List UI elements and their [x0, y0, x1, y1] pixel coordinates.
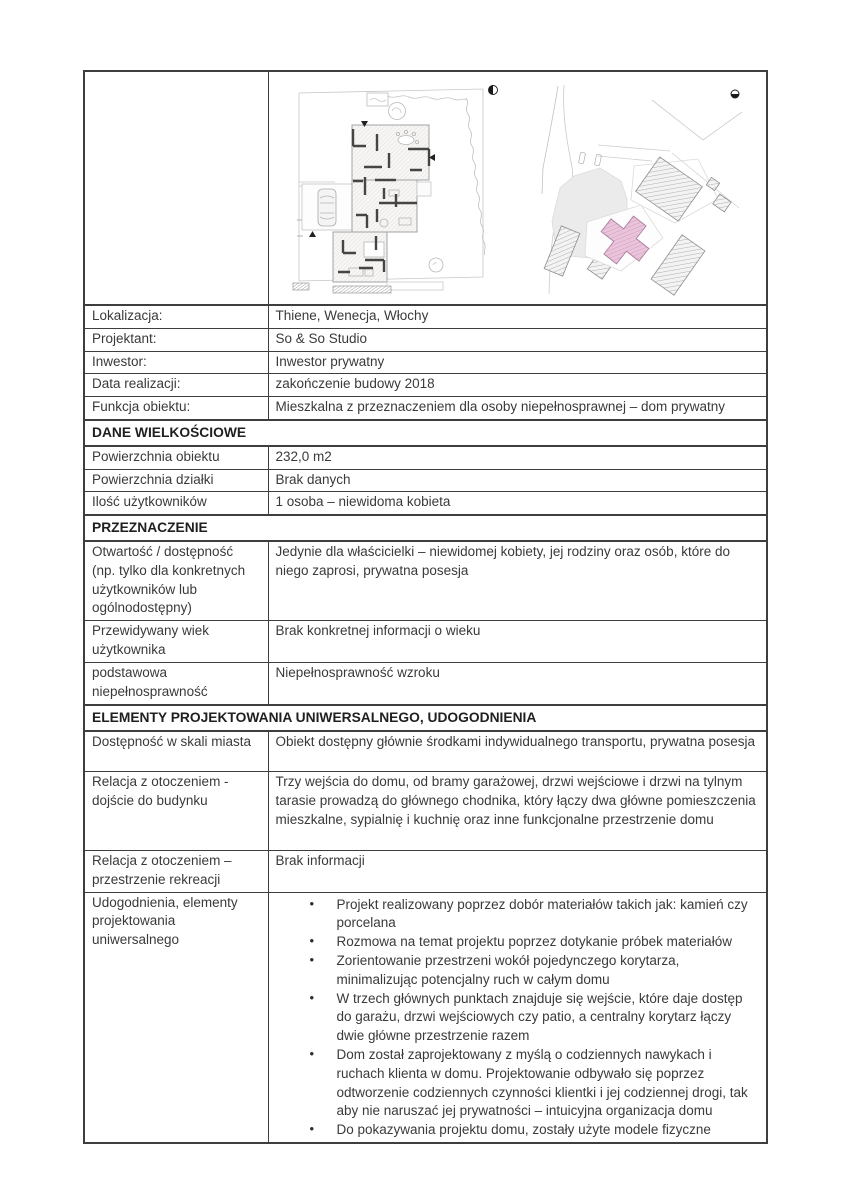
floor-plan-drawing	[293, 86, 498, 294]
row-label: Udogodnienia, elementy projektowania uniwersalnego	[84, 892, 268, 1143]
section-header-row	[84, 515, 767, 541]
row-label: Otwartość / dostępność (np. tylko dla konkretnych użytkowników lub ogólnodostępny)	[84, 541, 268, 621]
section-header: DANE WIELKOŚCIOWE	[84, 420, 767, 446]
row-value: Niepełnosprawność wzroku	[268, 663, 767, 705]
row-value: Mieszkalna z przeznaczeniem dla osoby niepełnosprawnej – dom prywatny	[268, 397, 767, 420]
table-row	[84, 305, 767, 328]
north-arrow-icon	[731, 90, 739, 98]
row-value: 1 osoba – niewidoma kobieta	[268, 492, 767, 515]
row-value	[268, 892, 767, 1143]
table-row	[84, 851, 767, 893]
table-row	[84, 328, 767, 351]
row-value: Trzy wejścia do domu, od bramy garażowej, drzwi wejściowe i drzwi na tylnym tarasie prowadzą do głównego chodnika, który łączy dwa główne pomieszczenia mieszkalne, sypialnię i kuchnię oraz inne funkcjonalne przestrzenie domu	[268, 772, 767, 851]
row-value: Obiekt dostępny głównie środkami indywidualnego transportu, prywatna posesja	[268, 731, 767, 772]
image-row	[84, 71, 767, 305]
row-label: Inwestor:	[84, 351, 268, 374]
table-row	[84, 374, 767, 397]
row-value: zakończenie budowy 2018	[268, 374, 767, 397]
bullet-item: • Rozmowa na temat projektu poprzez dotykanie próbek materiałów	[337, 933, 755, 952]
table-row	[84, 446, 767, 469]
bullet-item: • Dom został zaprojektowany z myślą o codziennych nawykach i ruchach klienta w domu. Projektowanie odbywało się poprzez odtworzenie codziennych czynności klientki i jej codziennej drogi, tak aby nie naruszać jej prywatności – intuicyjna organizacja domu	[337, 1046, 755, 1121]
row-label: podstawowa niepełnosprawność	[84, 663, 268, 705]
table-row	[84, 492, 767, 515]
empty-cell	[84, 71, 268, 305]
table-row	[84, 731, 767, 772]
row-value: Inwestor prywatny	[268, 351, 767, 374]
table-row	[84, 541, 767, 621]
row-label: Funkcja obiektu:	[84, 397, 268, 420]
table-row	[84, 621, 767, 663]
row-label: Relacja z otoczeniem - dojście do budynku	[84, 772, 268, 851]
row-label: Relacja z otoczeniem – przestrzenie rekreacji	[84, 851, 268, 893]
row-label: Dostępność w skali miasta	[84, 731, 268, 772]
table-row	[84, 469, 767, 492]
site-plan-drawing	[542, 85, 742, 295]
row-value: 232,0 m2	[268, 446, 767, 469]
row-value: Brak konkretnej informacji o wieku	[268, 621, 767, 663]
table-row	[84, 397, 767, 420]
bullet-item: • Zorientowanie przestrzeni wokół pojedynczego korytarza, minimalizując potencjalny ruch w całym domu	[337, 952, 755, 990]
row-label: Powierzchnia działki	[84, 469, 268, 492]
plans-image	[269, 72, 767, 304]
row-value: Thiene, Wenecja, Włochy	[268, 305, 767, 328]
section-header: ELEMENTY PROJEKTOWANIA UNIWERSALNEGO, UDOGODNIENIA	[84, 705, 767, 731]
row-label: Przewidywany wiek użytkownika	[84, 621, 268, 663]
row-label: Data realizacji:	[84, 374, 268, 397]
row-value: Jedynie dla właścicielki – niewidomej kobiety, jej rodziny oraz osób, które do niego zaprosi, prywatna posesja	[268, 541, 767, 621]
section-header-row	[84, 705, 767, 731]
plans-cell	[268, 71, 767, 305]
bullet-item: • Projekt realizowany poprzez dobór materiałów takich jak: kamień czy porcelana	[337, 896, 755, 934]
table-row	[84, 772, 767, 851]
bullet-list	[276, 894, 759, 1140]
project-info-table	[83, 70, 768, 1144]
car-icon	[318, 189, 336, 226]
row-value: So & So Studio	[268, 328, 767, 351]
section-header: PRZEZNACZENIE	[84, 515, 767, 541]
table-row	[84, 663, 767, 705]
table-row	[84, 351, 767, 374]
bullet-item: • W trzech głównych punktach znajduje się wejście, które daje dostęp do garażu, drzwi wejściowych czy patio, a centralny korytarz łączy dwie główne przestrzenie razem	[337, 990, 755, 1046]
row-value: Brak informacji	[268, 851, 767, 893]
row-label: Projektant:	[84, 328, 268, 351]
table-row	[84, 892, 767, 1143]
north-arrow-icon	[488, 86, 497, 95]
row-label: Powierzchnia obiektu	[84, 446, 268, 469]
row-label: Lokalizacja:	[84, 305, 268, 328]
row-label: Ilość użytkowników	[84, 492, 268, 515]
bullet-item: • Do pokazywania projektu domu, zostały użyte modele fizyczne	[337, 1121, 755, 1140]
section-header-row	[84, 420, 767, 446]
row-value: Brak danych	[268, 469, 767, 492]
